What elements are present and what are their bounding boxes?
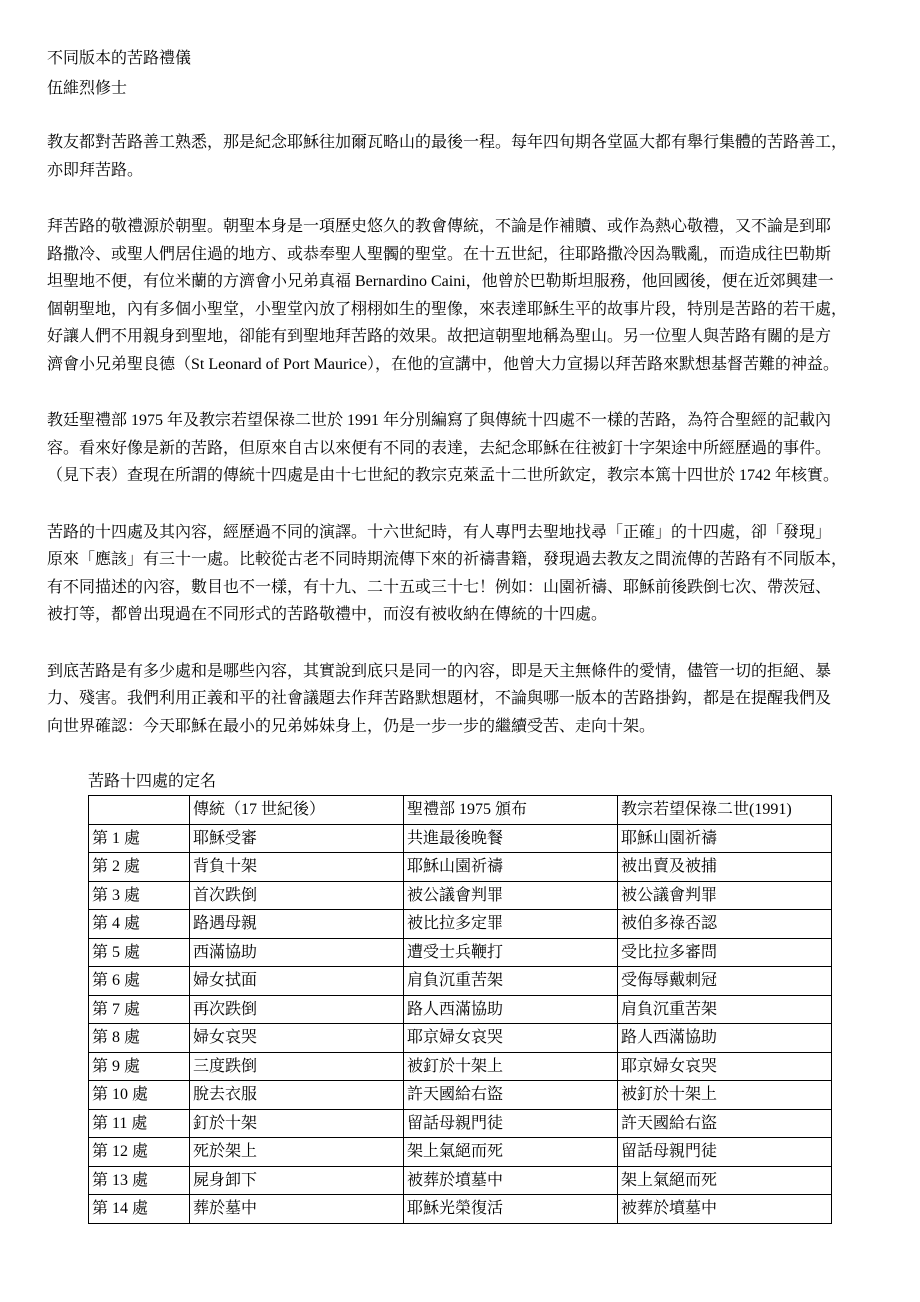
- table-cell: 路人西滿協助: [618, 1024, 832, 1053]
- paragraph-line: 被打等，都曾出現過在不同形式的苦路敬禮中，而沒有被收納在傳統的十四處。: [47, 606, 608, 623]
- table-cell: 三度跌倒: [190, 1052, 404, 1081]
- paragraph-line: （見下表）查現在所謂的傳統十四處是由十七世紀的教宗克萊孟十二世所欽定，教宗本篤十四世於 1742 年核實。: [47, 467, 840, 484]
- table-cell: 第 13 處: [89, 1166, 190, 1195]
- table-cell: 共進最後晚餐: [404, 824, 618, 853]
- paragraph-line: 坦聖地不便，有位米蘭的方濟會小兄弟真福 Bernardino Caini，他曾於巴勒斯坦服務，他回國後，便在近郊興建一: [47, 273, 834, 290]
- table-cell: 聖禮部 1975 頒布: [404, 796, 618, 825]
- table-cell: 耶穌受審: [190, 824, 404, 853]
- table-cell: 耶穌山園祈禱: [404, 853, 618, 882]
- table-cell: 背負十架: [190, 853, 404, 882]
- table-cell: 耶穌光榮復活: [404, 1195, 618, 1224]
- table-row: [89, 1052, 832, 1081]
- table-cell: 再次跌倒: [190, 995, 404, 1024]
- table-cell: 第 8 處: [89, 1024, 190, 1053]
- table-cell: 第 2 處: [89, 853, 190, 882]
- table-cell: [89, 796, 190, 825]
- table-cell: 被釘於十架上: [618, 1081, 832, 1110]
- table-row: [89, 910, 832, 939]
- table-row: [89, 1024, 832, 1053]
- table-cell: 留話母親門徒: [618, 1138, 832, 1167]
- paragraph-line: 容。看來好像是新的苦路，但原來自古以來便有不同的表達，去紀念耶穌在往被釘十字架途中所經歷過的事件。: [47, 439, 832, 457]
- table-cell: 受比拉多審問: [618, 938, 832, 967]
- paragraph: [47, 658, 907, 741]
- table-cell: 第 4 處: [89, 910, 190, 939]
- paragraph-line: 苦路的十四處及其內容，經歷過不同的演譯。十六世紀時，有人專門去聖地找尋「正確」的十四處，卻「發現」: [47, 523, 832, 541]
- table-cell: 脫去衣服: [190, 1081, 404, 1110]
- table-row: [89, 881, 832, 910]
- table-cell: 架上氣絕而死: [404, 1138, 618, 1167]
- table-cell: 被伯多祿否認: [618, 910, 832, 939]
- paragraph-line: 教友都對苦路善工熟悉，那是紀念耶穌往加爾瓦略山的最後一程。每年四旬期各堂區大都有舉行集體的苦路善工，: [47, 134, 848, 151]
- table-cell: 傳統（17 世紀後）: [190, 796, 404, 825]
- table-row: [89, 1195, 832, 1224]
- table-cell: 被釘於十架上: [404, 1052, 618, 1081]
- paragraph-line: 路撒冷、或聖人們居住過的地方、或恭奉聖人聖髑的聖堂。在十五世紀，往耶路撒冷因為戰亂，而造成往巴勒斯: [47, 245, 832, 263]
- table-row: [89, 853, 832, 882]
- table-cell: 許天國給右盜: [404, 1081, 618, 1110]
- table-cell: 第 9 處: [89, 1052, 190, 1081]
- paragraph-line: 到底苦路是有多少處和是哪些內容，其實說到底只是同一的內容，即是天主無條件的愛情，儘管一切的拒絕、暴: [47, 662, 832, 680]
- table-row: [89, 824, 832, 853]
- table-header-row: [89, 796, 832, 825]
- paragraph-line: 亦即拜苦路。: [47, 161, 144, 179]
- table-cell: 耶京婦女哀哭: [618, 1052, 832, 1081]
- paragraph-line: 拜苦路的敬禮源於朝聖。朝聖本身是一項歷史悠久的教會傳統，不論是作補贖、或作為熱心敬禮，又不論是到耶: [47, 218, 832, 235]
- table-row: [89, 1109, 832, 1138]
- paragraph-line: 力、殘害。我們利用正義和平的社會議題去作拜苦路默想題材，不論與哪一版本的苦路掛鈎，都是在提醒我們及: [47, 690, 832, 707]
- table-cell: 被葬於墳墓中: [404, 1166, 618, 1195]
- paragraph-line: 好讓人們不用親身到聖地，卻能有到聖地拜苦路的效果。故把這朝聖地稱為聖山。另一位聖人與苦路有關的是方: [47, 328, 832, 345]
- table-cell: 被公議會判罪: [618, 881, 832, 910]
- paragraph-line: 個朝聖地，內有多個小聖堂，小聖堂內放了栩栩如生的聖像，來表達耶穌生平的故事片段，特別是苦路的若干處，: [47, 300, 848, 318]
- table-cell: 第 11 處: [89, 1109, 190, 1138]
- document-author: 伍維烈修士: [47, 80, 128, 97]
- table-row: [89, 1138, 832, 1167]
- table-cell: 架上氣絕而死: [618, 1166, 832, 1195]
- table-cell: 西滿協助: [190, 938, 404, 967]
- paragraph-line: 向世界確認：今天耶穌在最小的兄弟姊妹身上，仍是一步一步的繼續受苦、走向十架。: [47, 717, 656, 735]
- table-cell: 教宗若望保祿二世(1991): [618, 796, 832, 825]
- table-cell: 肩負沉重苦架: [618, 995, 832, 1024]
- table-cell: 首次跌倒: [190, 881, 404, 910]
- table-cell: 第 14 處: [89, 1195, 190, 1224]
- table-cell: 婦女哀哭: [190, 1024, 404, 1053]
- table-cell: 肩負沉重苦架: [404, 967, 618, 996]
- table-cell: 葬於墓中: [190, 1195, 404, 1224]
- table-cell: 耶京婦女哀哭: [404, 1024, 618, 1053]
- paragraph: [47, 407, 907, 490]
- table-cell: 被葬於墳墓中: [618, 1195, 832, 1224]
- paragraph-line: 濟會小兄弟聖良德（St Leonard of Port Maurice），在他的宣講中，他曾大力宣揚以拜苦路來默想基督苦難的神益。: [47, 355, 839, 373]
- document-title: 不同版本的苦路禮儀: [47, 50, 192, 67]
- paragraph: [47, 213, 907, 378]
- paragraph: [47, 129, 907, 184]
- paragraph-line: 教廷聖禮部 1975 年及教宗若望保祿二世於 1991 年分別編寫了與傳統十四處不一樣的苦路，為符合聖經的記載內: [47, 412, 832, 429]
- paragraph-line: 原來「應該」有三十一處。比較從古老不同時期流傳下來的祈禱書籍，發現過去教友之間流傳的苦路有不同版本，: [47, 551, 848, 568]
- table-cell: 受侮辱戴刺冠: [618, 967, 832, 996]
- table-cell: 被比拉多定罪: [404, 910, 618, 939]
- table-cell: 第 1 處: [89, 824, 190, 853]
- paragraph-line: 有不同描述的內容，數目也不一樣，有十九、二十五或三十七！例如：山園祈禱、耶穌前後跌倒七次、帶茨冠、: [47, 578, 832, 596]
- table-cell: 許天國給右盜: [618, 1109, 832, 1138]
- table-cell: 第 3 處: [89, 881, 190, 910]
- table-row: [89, 967, 832, 996]
- table-cell: 婦女拭面: [190, 967, 404, 996]
- table-cell: 路人西滿協助: [404, 995, 618, 1024]
- table-row: [89, 1081, 832, 1110]
- document-body: [47, 129, 907, 769]
- table-cell: 釘於十架: [190, 1109, 404, 1138]
- table-cell: 遭受士兵鞭打: [404, 938, 618, 967]
- table-cell: 第 5 處: [89, 938, 190, 967]
- table-cell: 第 10 處: [89, 1081, 190, 1110]
- table-cell: 第 6 處: [89, 967, 190, 996]
- table-row: [89, 1166, 832, 1195]
- table-cell: 被出賣及被捕: [618, 853, 832, 882]
- table-cell: 路遇母親: [190, 910, 404, 939]
- table-cell: 第 7 處: [89, 995, 190, 1024]
- document-header: [47, 44, 191, 104]
- table-cell: 第 12 處: [89, 1138, 190, 1167]
- table-cell: 耶穌山園祈禱: [618, 824, 832, 853]
- table-cell: 死於架上: [190, 1138, 404, 1167]
- table-caption: 苦路十四處的定名: [88, 773, 217, 790]
- paragraph: [47, 519, 907, 629]
- table-cell: 屍身卸下: [190, 1166, 404, 1195]
- table-cell: 留話母親門徒: [404, 1109, 618, 1138]
- stations-table: [88, 795, 832, 1224]
- table-row: [89, 938, 832, 967]
- table-cell: 被公議會判罪: [404, 881, 618, 910]
- table-row: [89, 995, 832, 1024]
